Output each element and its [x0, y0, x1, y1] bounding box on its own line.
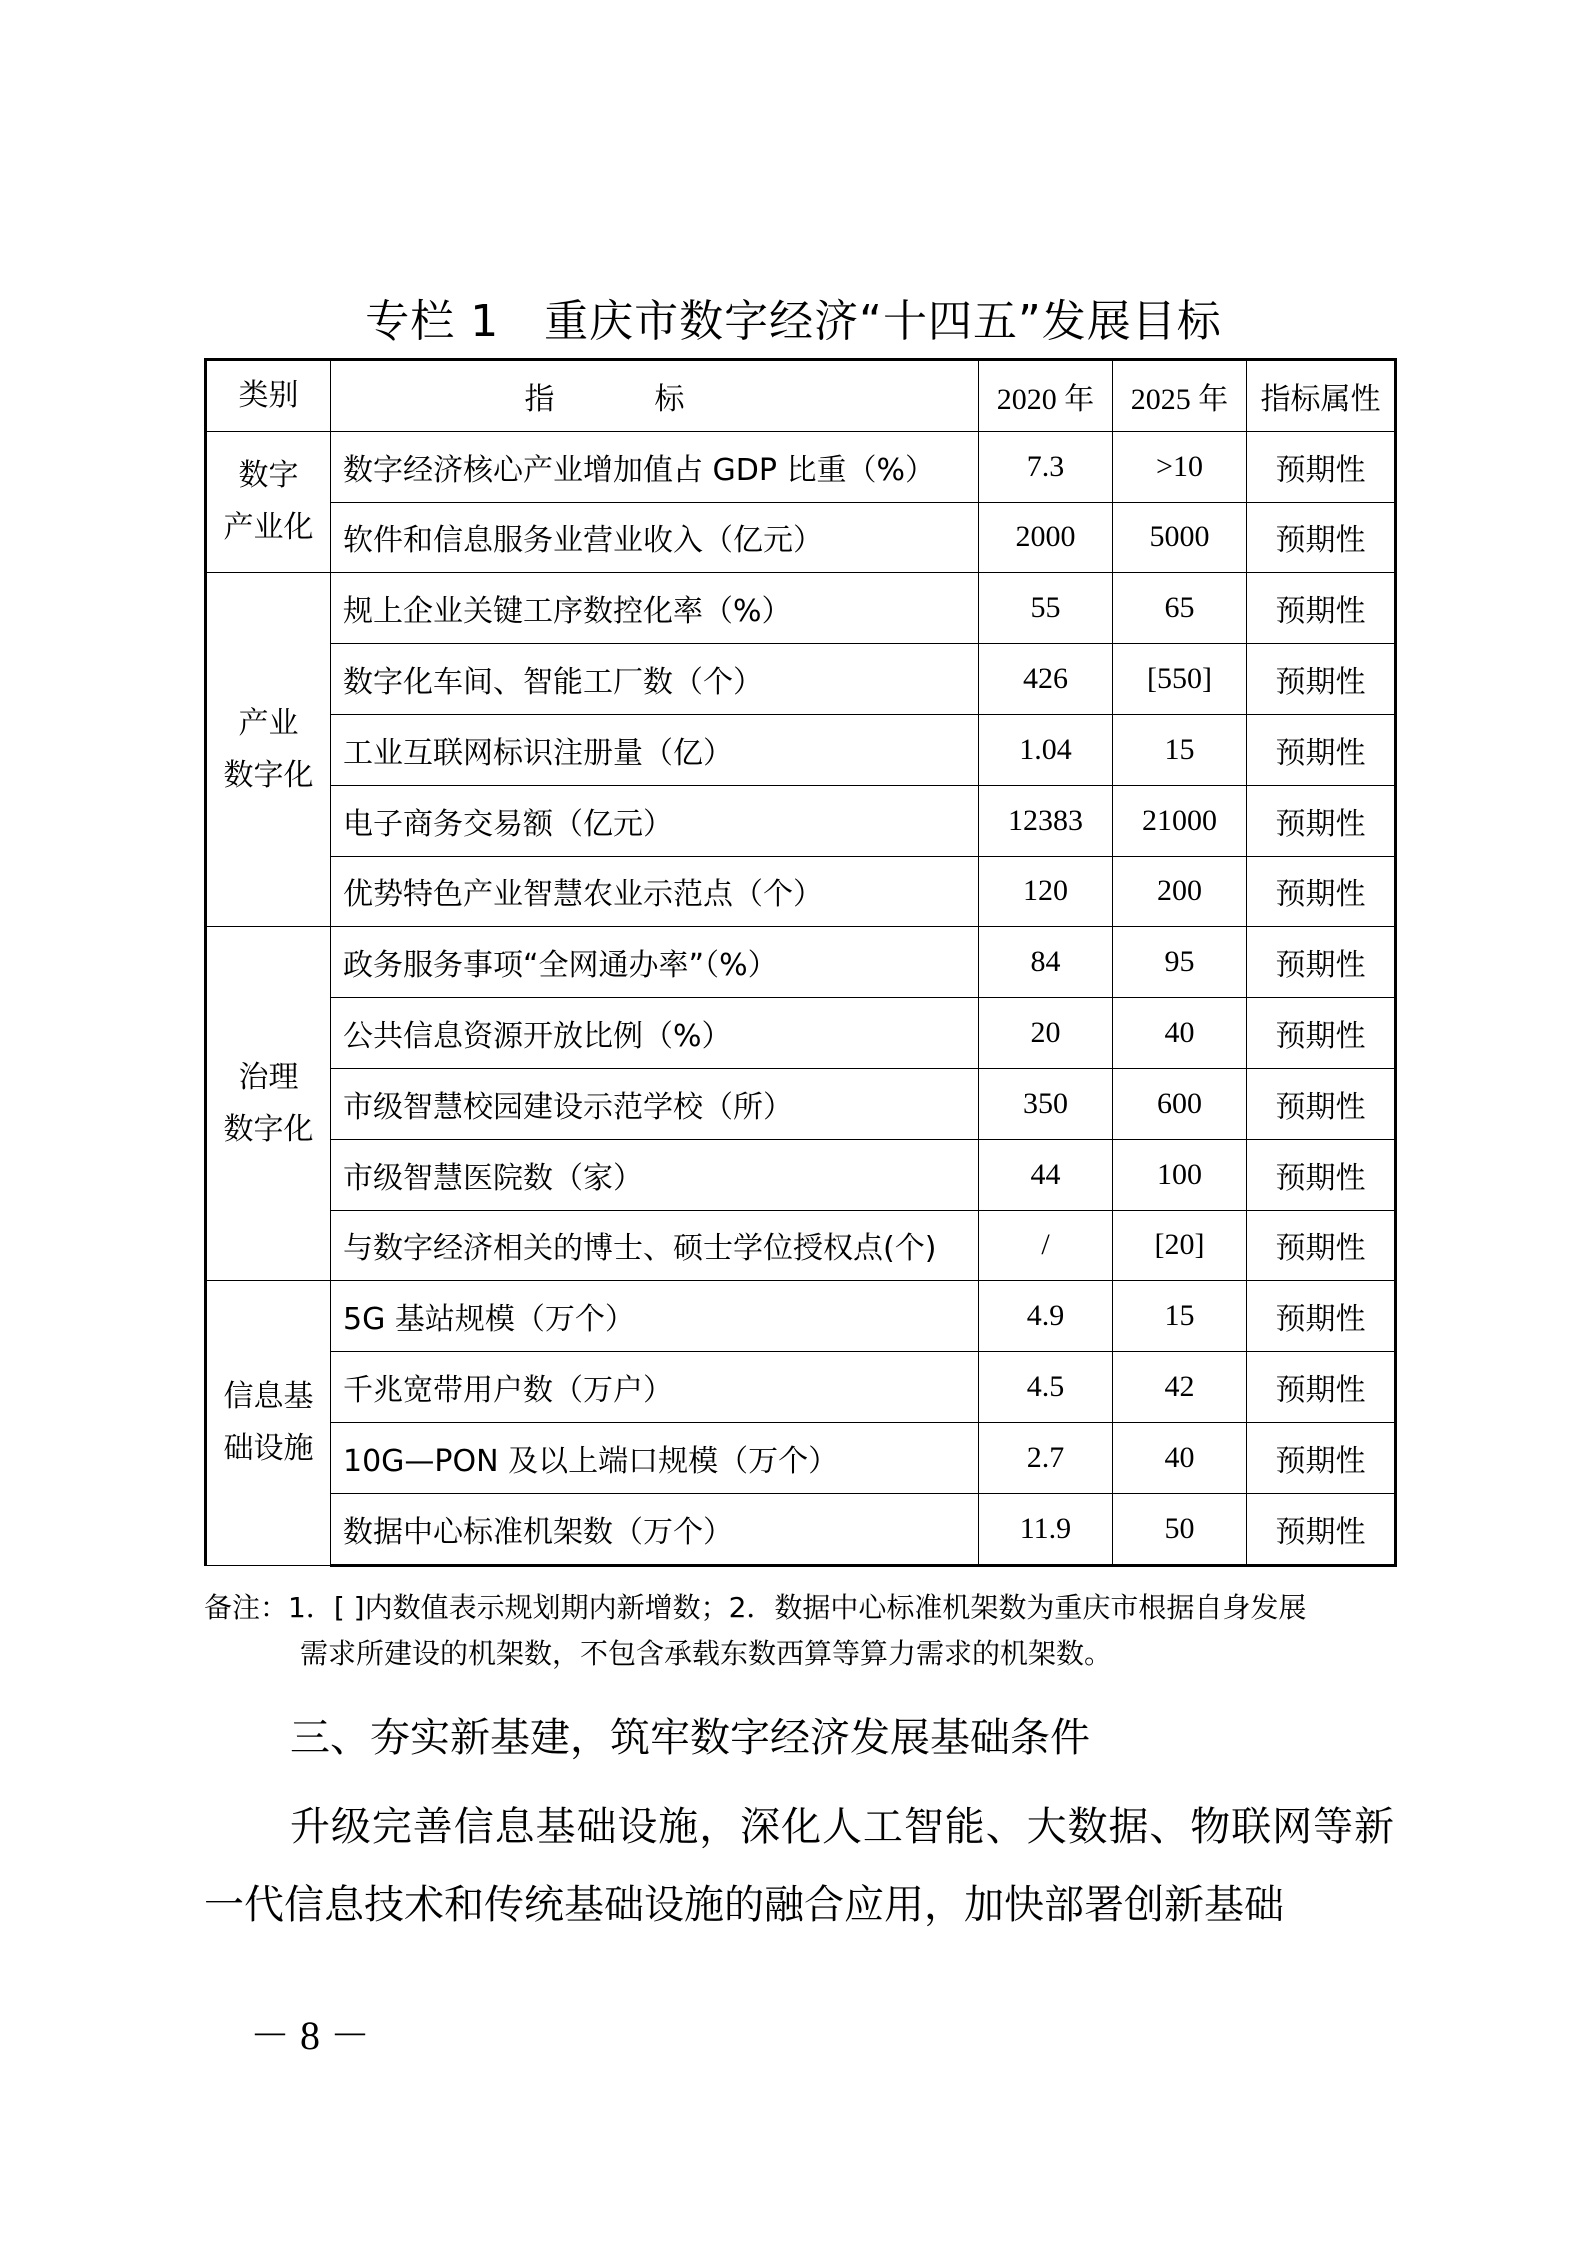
indicator-cell: 软件和信息服务业营业收入（亿元） — [331, 502, 979, 573]
table-row — [206, 1139, 1396, 1210]
table-row — [206, 573, 1396, 644]
value-2020-cell: 2000 — [979, 502, 1113, 573]
note-line-1: 备注：1．[ ]内数值表示规划期内新增数；2．数据中心标准机架数为重庆市根据自身发展 — [204, 1591, 1307, 1624]
attribute-cell: 预期性 — [1247, 573, 1396, 644]
value-2020-cell: 11.9 — [979, 1493, 1113, 1565]
attribute-cell: 预期性 — [1247, 1352, 1396, 1423]
table-row — [206, 785, 1396, 856]
indicator-cell: 5G 基站规模（万个） — [331, 1281, 979, 1352]
indicator-cell: 市级智慧校园建设示范学校（所） — [331, 1068, 979, 1139]
indicator-cell: 政务服务事项“全网通办率”（%） — [331, 927, 979, 998]
indicator-cell: 与数字经济相关的博士、硕士学位授权点(个) — [331, 1210, 979, 1281]
targets-table — [204, 358, 1397, 1567]
value-2020-cell: 55 — [979, 573, 1113, 644]
category-cell: 治理 数字化 — [206, 927, 331, 1281]
value-2025-cell: 40 — [1113, 1422, 1247, 1493]
category-cell: 信息基 础设施 — [206, 1281, 331, 1565]
indicator-cell: 10G—PON 及以上端口规模（万个） — [331, 1422, 979, 1493]
value-2020-cell: 7.3 — [979, 431, 1113, 502]
table-body — [206, 431, 1396, 1565]
table-row — [206, 1352, 1396, 1423]
body-paragraph: 升级完善信息基础设施，深化人工智能、大数据、物联网等新一代信息技术和传统基础设施的融合应用，加快部署创新基础 — [204, 1804, 1394, 1928]
attribute-cell: 预期性 — [1247, 1422, 1396, 1493]
table-row — [206, 1493, 1396, 1565]
value-2020-cell: 20 — [979, 998, 1113, 1069]
value-2020-cell: 426 — [979, 644, 1113, 715]
value-2025-cell: 21000 — [1113, 785, 1247, 856]
value-2025-cell: [550] — [1113, 644, 1247, 715]
attribute-cell: 预期性 — [1247, 1281, 1396, 1352]
value-2025-cell: 95 — [1113, 927, 1247, 998]
page-number: － 8 － — [250, 2013, 370, 2058]
value-2020-cell: 2.7 — [979, 1422, 1113, 1493]
indicator-cell: 数据中心标准机架数（万个） — [331, 1493, 979, 1565]
table-row — [206, 1068, 1396, 1139]
value-2025-cell: >10 — [1113, 431, 1247, 502]
value-2025-cell: 15 — [1113, 1281, 1247, 1352]
table-title: 专栏 1 重庆市数字经济“十四五”发展目标 — [365, 296, 1222, 347]
header-attribute: 指标属性 — [1247, 360, 1396, 432]
indicator-cell: 工业互联网标识注册量（亿） — [331, 714, 979, 785]
indicator-cell: 公共信息资源开放比例（%） — [331, 998, 979, 1069]
indicator-cell: 千兆宽带用户数（万户） — [331, 1352, 979, 1423]
attribute-cell: 预期性 — [1247, 1493, 1396, 1565]
value-2020-cell: 120 — [979, 856, 1113, 927]
table-header-row — [206, 360, 1396, 432]
indicator-cell: 数字经济核心产业增加值占 GDP 比重（%） — [331, 431, 979, 502]
indicator-cell: 电子商务交易额（亿元） — [331, 785, 979, 856]
value-2025-cell: 100 — [1113, 1139, 1247, 1210]
note-line-2: 需求所建设的机架数，不包含承载东数西算等算力需求的机架数。 — [300, 1637, 1113, 1670]
indicator-cell: 优势特色产业智慧农业示范点（个） — [331, 856, 979, 927]
attribute-cell: 预期性 — [1247, 998, 1396, 1069]
header-2025: 2025 年 — [1113, 360, 1247, 432]
value-2025-cell: 15 — [1113, 714, 1247, 785]
table-row — [206, 927, 1396, 998]
value-2020-cell: / — [979, 1210, 1113, 1281]
table-row — [206, 856, 1396, 927]
value-2020-cell: 44 — [979, 1139, 1113, 1210]
table-row — [206, 1422, 1396, 1493]
table-row — [206, 1281, 1396, 1352]
value-2025-cell: [20] — [1113, 1210, 1247, 1281]
section-heading: 三、夯实新基建，筑牢数字经济发展基础条件 — [290, 1715, 1090, 1761]
value-2020-cell: 1.04 — [979, 714, 1113, 785]
indicator-cell: 市级智慧医院数（家） — [331, 1139, 979, 1210]
attribute-cell: 预期性 — [1247, 785, 1396, 856]
attribute-cell: 预期性 — [1247, 1139, 1396, 1210]
value-2025-cell: 5000 — [1113, 502, 1247, 573]
value-2020-cell: 350 — [979, 1068, 1113, 1139]
value-2020-cell: 4.9 — [979, 1281, 1113, 1352]
value-2020-cell: 84 — [979, 927, 1113, 998]
table-note — [204, 1585, 1404, 1677]
value-2020-cell: 12383 — [979, 785, 1113, 856]
table-row — [206, 714, 1396, 785]
table-row — [206, 1210, 1396, 1281]
table-row — [206, 644, 1396, 715]
attribute-cell: 预期性 — [1247, 856, 1396, 927]
table-row — [206, 998, 1396, 1069]
attribute-cell: 预期性 — [1247, 502, 1396, 573]
value-2025-cell: 200 — [1113, 856, 1247, 927]
table-row — [206, 431, 1396, 502]
header-indicator: 指标 — [331, 360, 979, 432]
value-2025-cell: 600 — [1113, 1068, 1247, 1139]
attribute-cell: 预期性 — [1247, 927, 1396, 998]
indicator-cell: 规上企业关键工序数控化率（%） — [331, 573, 979, 644]
header-category: 类别 — [206, 360, 331, 432]
value-2020-cell: 4.5 — [979, 1352, 1113, 1423]
attribute-cell: 预期性 — [1247, 1068, 1396, 1139]
value-2025-cell: 40 — [1113, 998, 1247, 1069]
attribute-cell: 预期性 — [1247, 431, 1396, 502]
category-cell: 数字 产业化 — [206, 431, 331, 573]
value-2025-cell: 65 — [1113, 573, 1247, 644]
indicator-cell: 数字化车间、智能工厂数（个） — [331, 644, 979, 715]
header-2020: 2020 年 — [979, 360, 1113, 432]
attribute-cell: 预期性 — [1247, 1210, 1396, 1281]
value-2025-cell: 50 — [1113, 1493, 1247, 1565]
attribute-cell: 预期性 — [1247, 714, 1396, 785]
value-2025-cell: 42 — [1113, 1352, 1247, 1423]
category-cell: 产业 数字化 — [206, 573, 331, 927]
table-row — [206, 502, 1396, 573]
attribute-cell: 预期性 — [1247, 644, 1396, 715]
